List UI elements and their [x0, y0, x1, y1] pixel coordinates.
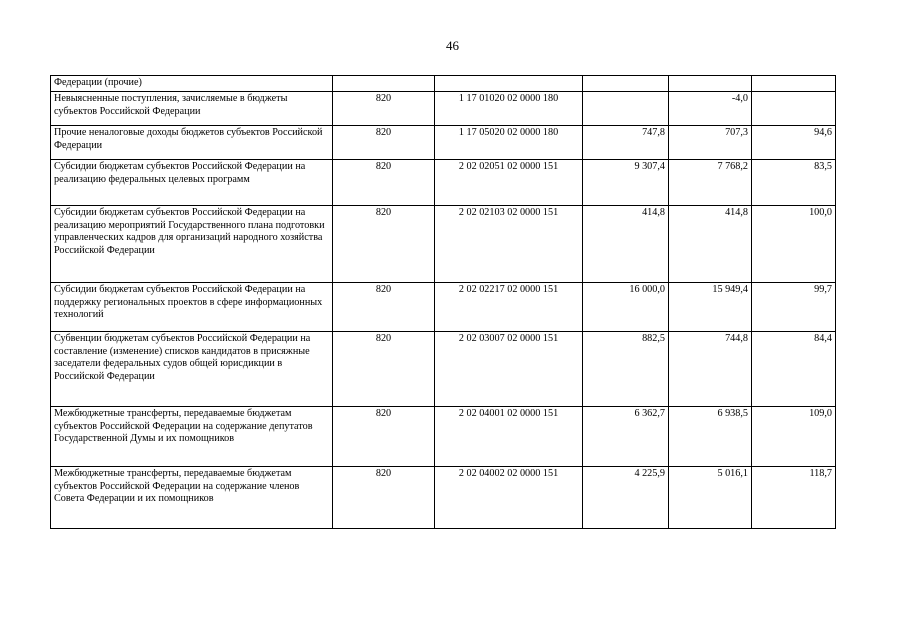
- row-plan-value: 6 362,7: [583, 407, 669, 467]
- row-admin-code: [333, 76, 435, 92]
- row-classification-code: 2 02 02051 02 0000 151: [435, 160, 583, 206]
- row-plan-value: [583, 92, 669, 126]
- row-classification-code: 2 02 03007 02 0000 151: [435, 332, 583, 407]
- table-row: [51, 467, 836, 529]
- row-percent-value: [752, 76, 836, 92]
- row-percent-value: 100,0: [752, 206, 836, 283]
- table-row: [51, 332, 836, 407]
- table-body: [51, 76, 836, 529]
- row-classification-code: 2 02 02217 02 0000 151: [435, 283, 583, 332]
- table-row: [51, 206, 836, 283]
- row-percent-value: 94,6: [752, 126, 836, 160]
- row-classification-code: 2 02 04001 02 0000 151: [435, 407, 583, 467]
- row-name: Субсидии бюджетам субъектов Российской Федерации на реализацию федеральных целевых программ: [51, 160, 333, 206]
- row-plan-value: 747,8: [583, 126, 669, 160]
- row-fact-value: 744,8: [669, 332, 752, 407]
- row-fact-value: 7 768,2: [669, 160, 752, 206]
- row-admin-code: 820: [333, 407, 435, 467]
- row-plan-value: 414,8: [583, 206, 669, 283]
- row-admin-code: 820: [333, 92, 435, 126]
- row-plan-value: 16 000,0: [583, 283, 669, 332]
- row-name: Федерации (прочие): [51, 76, 333, 92]
- table-row: [51, 76, 836, 92]
- row-classification-code: 2 02 04002 02 0000 151: [435, 467, 583, 529]
- row-admin-code: 820: [333, 126, 435, 160]
- row-percent-value: 99,7: [752, 283, 836, 332]
- row-fact-value: 6 938,5: [669, 407, 752, 467]
- row-name: Невыясненные поступления, зачисляемые в бюджеты субъектов Российской Федерации: [51, 92, 333, 126]
- row-classification-code: 2 02 02103 02 0000 151: [435, 206, 583, 283]
- page-number: 46: [446, 38, 459, 53]
- row-percent-value: [752, 92, 836, 126]
- row-admin-code: 820: [333, 283, 435, 332]
- row-name: Субсидии бюджетам субъектов Российской Федерации на поддержку региональных проектов в сфере информационных технологий: [51, 283, 333, 332]
- row-classification-code: 1 17 01020 02 0000 180: [435, 92, 583, 126]
- row-percent-value: 84,4: [752, 332, 836, 407]
- row-percent-value: 109,0: [752, 407, 836, 467]
- row-admin-code: 820: [333, 332, 435, 407]
- row-plan-value: [583, 76, 669, 92]
- row-fact-value: 414,8: [669, 206, 752, 283]
- row-fact-value: 5 016,1: [669, 467, 752, 529]
- table-row: [51, 160, 836, 206]
- table-row: [51, 126, 836, 160]
- row-admin-code: 820: [333, 467, 435, 529]
- row-name: Межбюджетные трансферты, передаваемые бюджетам субъектов Российской Федерации на содержание членов Совета Федерации и их помощников: [51, 467, 333, 529]
- row-admin-code: 820: [333, 206, 435, 283]
- table-row: [51, 92, 836, 126]
- budget-table: [50, 75, 836, 529]
- table-row: [51, 407, 836, 467]
- row-plan-value: 4 225,9: [583, 467, 669, 529]
- table-row: [51, 283, 836, 332]
- row-classification-code: [435, 76, 583, 92]
- row-classification-code: 1 17 05020 02 0000 180: [435, 126, 583, 160]
- row-fact-value: 707,3: [669, 126, 752, 160]
- row-percent-value: 83,5: [752, 160, 836, 206]
- row-name: Межбюджетные трансферты, передаваемые бюджетам субъектов Российской Федерации на содержание депутатов Государственной Думы и их помощников: [51, 407, 333, 467]
- row-percent-value: 118,7: [752, 467, 836, 529]
- row-fact-value: 15 949,4: [669, 283, 752, 332]
- row-name: Субвенции бюджетам субъектов Российской Федерации на составление (изменение) списков кандидатов в присяжные заседатели федеральных судов общей юрисдикции в Российской Федерации: [51, 332, 333, 407]
- row-fact-value: -4,0: [669, 92, 752, 126]
- row-admin-code: 820: [333, 160, 435, 206]
- row-plan-value: 9 307,4: [583, 160, 669, 206]
- row-fact-value: [669, 76, 752, 92]
- row-name: Субсидии бюджетам субъектов Российской Федерации на реализацию мероприятий Государственного плана подготовки управленческих кадров для организаций народного хозяйства Российской Федерации: [51, 206, 333, 283]
- row-name: Прочие неналоговые доходы бюджетов субъектов Российской Федерации: [51, 126, 333, 160]
- row-plan-value: 882,5: [583, 332, 669, 407]
